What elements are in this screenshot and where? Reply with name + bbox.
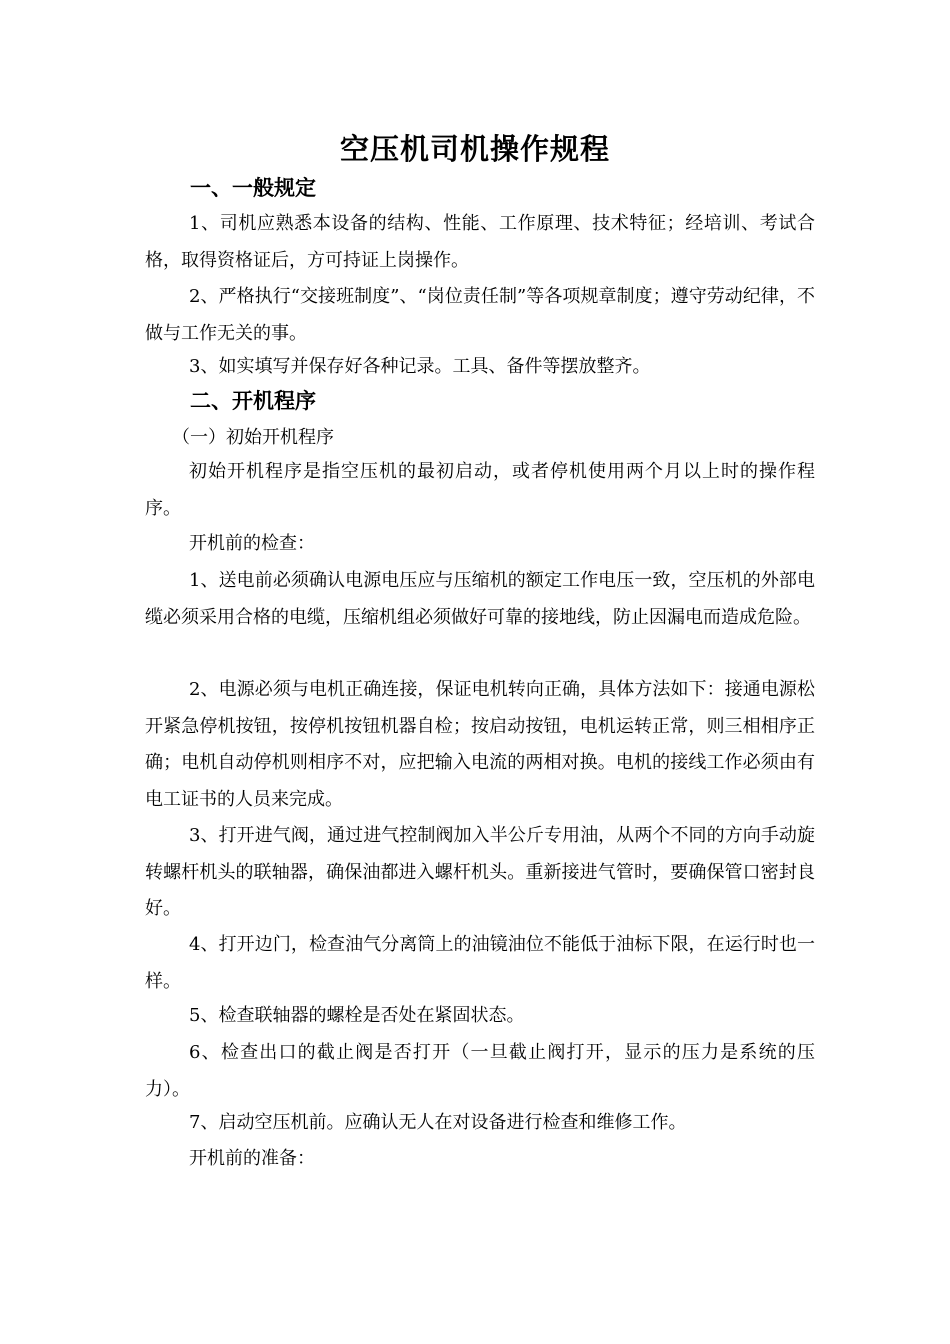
paragraph: 1、送电前必须确认电源电压应与压缩机的额定工作电压一致，空压机的外部电缆必须采用合格的电缆，压缩机组必须做好可靠的接地线，防止因漏电而造成危险。 xyxy=(145,570,815,628)
paragraph: 5、检查联轴器的螺栓是否处在紧固状态。 xyxy=(189,1005,525,1026)
paragraph: 4、打开边门，检查油气分离筒上的油镜油位不能低于油标下限，在运行时也一样。 xyxy=(145,934,815,992)
paragraph: 初始开机程序是指空压机的最初启动，或者停机使用两个月以上时的操作程序。 xyxy=(145,461,815,519)
paragraph: 3、打开进气阀，通过进气控制阀加入半公斤专用油，从两个不同的方向手动旋转螺杆机头的联轴器，确保油都进入螺杆机头。重新接进气管时，要确保管口密封良好。 xyxy=(145,825,815,919)
paragraph: 6、检查出口的截止阀是否打开（一旦截止阀打开，显示的压力是系统的压力）。 xyxy=(145,1042,815,1100)
section-heading-general: 一、一般规定 xyxy=(190,175,316,200)
paragraph: 2、严格执行“交接班制度”、“岗位责任制”等各项规章制度；遵守劳动纪律，不做与工作无关的事。 xyxy=(145,286,815,344)
paragraph: 7、启动空压机前。应确认无人在对设备进行检查和维修工作。 xyxy=(189,1112,687,1133)
subsection-heading: （一）初始开机程序 xyxy=(172,427,334,448)
section-heading-startup: 二、开机程序 xyxy=(190,388,316,413)
paragraph: 1、司机应熟悉本设备的结构、性能、工作原理、技术特征；经培训、考试合格，取得资格证后，方可持证上岗操作。 xyxy=(145,213,815,271)
paragraph: 开机前的准备： xyxy=(189,1148,315,1169)
document-title: 空压机司机操作规程 xyxy=(339,132,610,166)
paragraph: 2、电源必须与电机正确连接，保证电机转向正确，具体方法如下：接通电源松开紧急停机按钮，按停机按钮机器自检；按启动按钮，电机运转正常，则三相相序正确；电机自动停机则相序不对，应把输入电流的两相对换。电机的接线工作必须由有电工证书的人员来完成。 xyxy=(145,679,815,810)
paragraph: 开机前的检查： xyxy=(189,533,315,554)
paragraph: 3、如实填写并保存好各种记录。工具、备件等摆放整齐。 xyxy=(189,356,651,377)
